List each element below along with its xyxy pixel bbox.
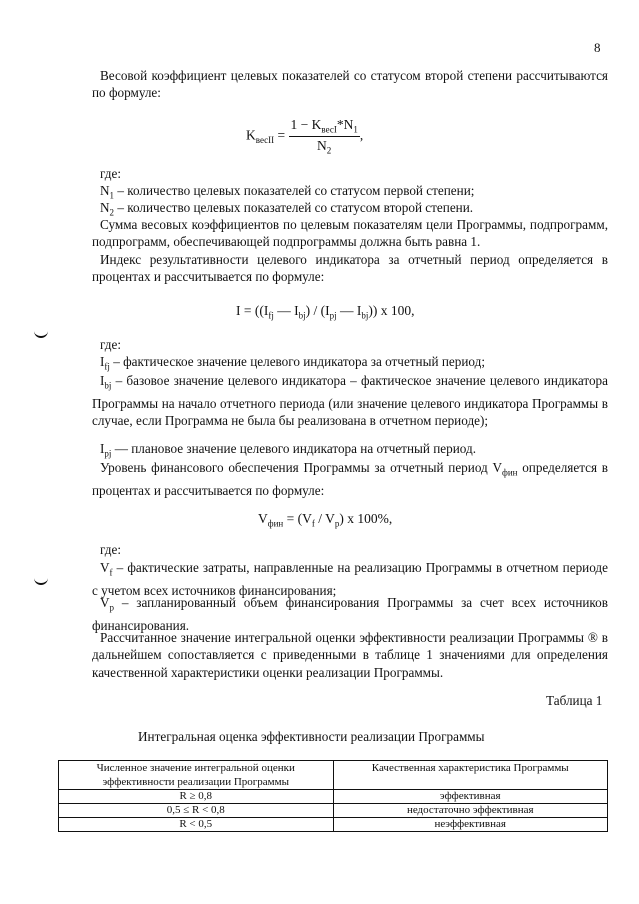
table-title: Интегральная оценка эффективности реализации Программы <box>138 729 485 744</box>
paragraph-weight-coefficient: Весовой коэффициент целевых показателей со статусом второй степени рассчитываются по формуле: <box>92 68 608 101</box>
formula-financing: $V_{фин} = (V_f / V_p)$ x 100%, <box>258 511 393 529</box>
table-cell: R ≥ 0,8 <box>59 790 334 804</box>
definition-n1: $N_1$ – количество целевых показателей со статусом первой степени; <box>100 183 475 201</box>
formula-index: $I = ((I_{fj}$ — $I_{bj}) / (I_{pj}$ — $I_{bj}$)) x 100, <box>236 303 415 321</box>
definition-ifj: $I_{fj}$ – фактическое значение целевого индикатора за отчетный период; <box>100 354 485 372</box>
table-cell: недостаточно эффективная <box>333 804 608 818</box>
page-number: 8 <box>594 40 601 55</box>
definition-ibj: $I_{bj}$ – базовое значение целевого индикатора – фактическое значение целевого индикатора Программы на начало отчетного периода (или значение целевого индикатора Программы в случае, если Программа не была бы реализована в отчетном периоде); <box>92 373 608 429</box>
column-header: Численное значение интегральной оценки эффективности реализации Программы <box>59 761 334 790</box>
paragraph-final: Рассчитанное значение интегральной оценки эффективности реализации Программы ® в дальнейшем сопоставляется с приведенными в таблице 1 значениями для определения качественной характеристики оценки реализации Программы. <box>92 630 608 680</box>
paragraph-sum: Сумма весовых коэффициентов по целевым показателям цели Программы, подпрограмм, подпрограмм, обеспечивающей подпрограммы должна быть равна 1. <box>92 217 608 250</box>
definition-n2: $N_2$ – количество целевых показателей со статусом второй степени. <box>100 200 474 218</box>
where-label-3: где: <box>100 542 121 557</box>
table-header-row <box>59 761 608 790</box>
column-header: Качественная характеристика Программы <box>333 761 608 790</box>
scan-mark <box>34 331 48 338</box>
definition-vp: $V_p$ – запланированный объем финансирования Программы за счет всех источников финансирования. <box>92 595 608 634</box>
table-cell: неэффективная <box>333 818 608 832</box>
fraction: $\frac{1 - K_{весI}*N_1}{N_2}$ <box>290 117 358 156</box>
table-row <box>59 818 608 832</box>
scan-mark <box>34 578 48 585</box>
where-label-1: где: <box>100 166 121 181</box>
table-cell: 0,5 ≤ R < 0,8 <box>59 804 334 818</box>
definition-vf: $V_f$ – фактические затраты, направленные на реализацию Программы в отчетном периоде с учетом всех источников финансирования; <box>92 560 608 599</box>
formula-weight-coefficient: $K_{весII}$ = $\frac{1 - K_{весI}*N_1}{N_2}$ , <box>246 117 364 156</box>
table-cell: эффективная <box>333 790 608 804</box>
definition-ipj: $I_{pj}$ — плановое значение целевого индикатора на отчетный период. <box>100 441 476 459</box>
table-cell: R < 0,5 <box>59 818 334 832</box>
evaluation-table <box>58 760 608 832</box>
paragraph-financing-level: Уровень финансового обеспечения Программы за отчетный период $V_{фин}$ определяется в процентах и рассчитывается по формуле: <box>92 460 608 499</box>
table-row <box>59 804 608 818</box>
paragraph-index: Индекс результативности целевого индикатора за отчетный период определяется в процентах и рассчитывается по формуле: <box>92 252 608 285</box>
table-row <box>59 790 608 804</box>
table-caption: Таблица 1 <box>546 693 603 708</box>
where-label-2: где: <box>100 337 121 352</box>
